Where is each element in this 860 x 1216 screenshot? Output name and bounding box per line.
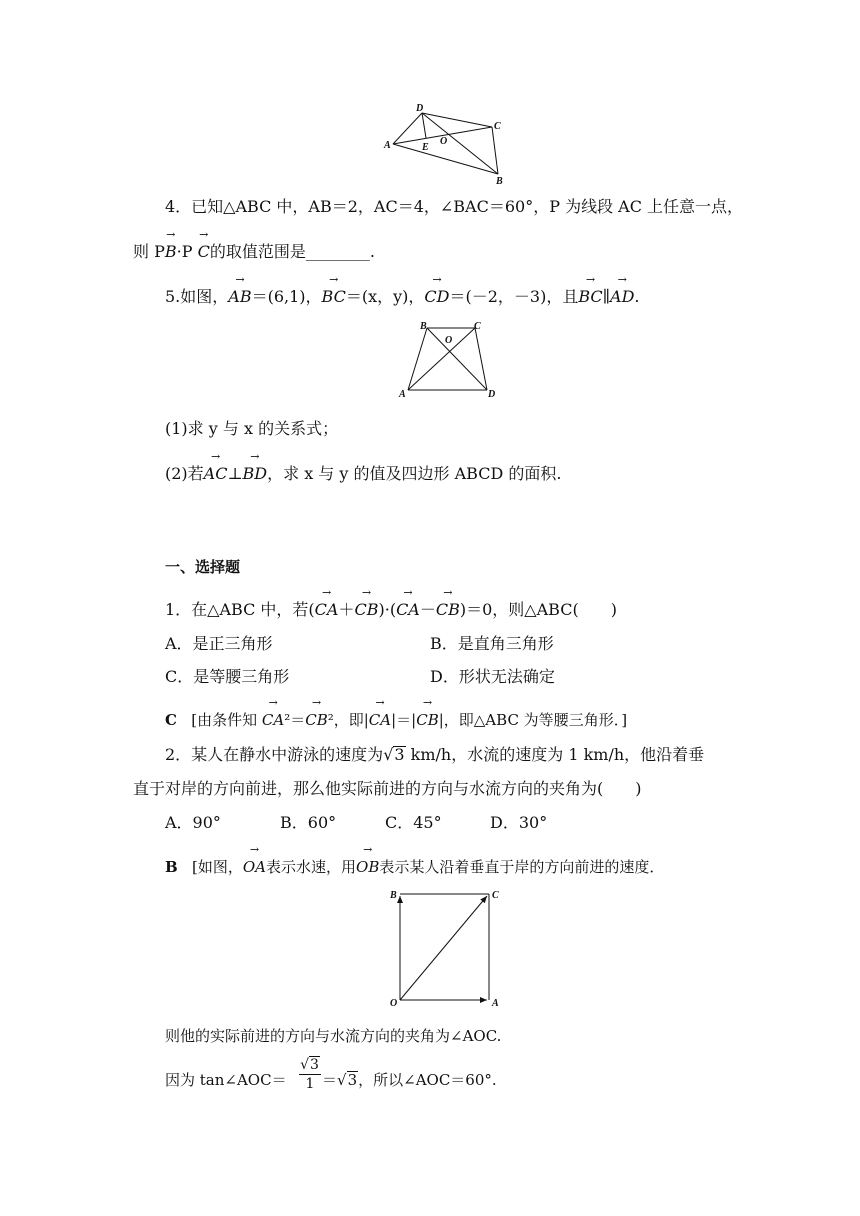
svg-text:B: B — [420, 321, 427, 332]
svg-text:D: D — [488, 389, 496, 400]
svg-text:D: D — [416, 103, 424, 114]
trapezoid-figure-2 — [395, 318, 505, 404]
velocity-rectangle-figure — [388, 884, 508, 1010]
svg-text:C: C — [474, 321, 481, 332]
svg-text:A: A — [384, 140, 391, 151]
svg-text:O: O — [440, 136, 448, 147]
p2-answer: B — [165, 858, 178, 876]
vector-pb: → B — [165, 240, 177, 264]
p1-answer: C — [165, 711, 177, 729]
p1-option-d: D．形状无法确定 — [430, 667, 555, 686]
p2-solution-3-rest: ＝√3，所以∠AOC＝60°. — [322, 1071, 497, 1089]
svg-text:A: A — [492, 998, 499, 1009]
svg-text:E: E — [422, 142, 429, 153]
p1-option-a: A．是正三角形 — [165, 634, 273, 653]
p1-option-c: C．是等腰三角形 — [165, 667, 290, 686]
p2-option-c: C．45° — [385, 813, 442, 832]
p1-solution: C [由条件知 → CA²＝→ CB²，即|→ CA|＝|→ CB|，即△ABC 为等腰三角形．] — [165, 708, 627, 732]
q5-part-1: (1)求 y 与 x 的关系式； — [165, 419, 339, 438]
section-title: 一、选择题 — [165, 558, 241, 576]
p1-stem: 1．在△ABC 中，若(→ CA＋→ CB)·(→ CA－→ CB)＝0，则△ABC( ) — [165, 598, 617, 622]
p2-stem-line-2: 直于对岸的方向前进，那么他实际前进的方向与水流方向的夹角为( ) — [133, 779, 642, 798]
svg-text:C: C — [492, 890, 499, 901]
p2-stem-line-1: 2．某人在静水中游泳的速度为√3 km/h，水流的速度为 1 km/h，他沿着垂 — [165, 745, 705, 764]
p2-option-d: D．30° — [490, 813, 548, 832]
q4-line-2: 则 P→ B·P → C的取值范围是________. — [133, 240, 375, 264]
vector-pc: → C — [198, 240, 210, 264]
p2-solution-1: B [如图，→ OA表示水速，用→ OB表示某人沿着垂直于岸的方向前进的速度． — [165, 855, 664, 879]
p2-option-b: B．60° — [280, 813, 337, 832]
svg-text:C: C — [494, 121, 501, 132]
p2-option-a: A．90° — [165, 813, 221, 832]
svg-text:O: O — [445, 335, 453, 346]
q4-line-1: 4．已知△ABC 中，AB＝2，AC＝4，∠BAC＝60°，P 为线段 AC 上任意一点， — [165, 197, 744, 216]
svg-text:B: B — [390, 890, 397, 901]
p1-option-b: B．是直角三角形 — [430, 634, 554, 653]
svg-text:O: O — [390, 998, 398, 1009]
svg-text:B: B — [496, 176, 503, 186]
p2-solution-3: 因为 tan∠AOC＝ — [165, 1071, 287, 1089]
fraction-sqrt3-over-1: $\frac{√3}{1}$ — [299, 1056, 321, 1093]
p2-solution-2: 则他的实际前进的方向与水流方向的夹角为∠AOC. — [165, 1027, 502, 1045]
q5-part-2: (2)若→ AC⊥→ BD，求 x 与 y 的值及四边形 ABCD 的面积. — [165, 462, 561, 486]
q5-statement: 5.如图，→ AB＝(6,1)，→ BC＝(x，y)，→ CD＝(－2，－3)，且→ BC∥→ AD. — [165, 285, 640, 309]
svg-text:A: A — [399, 389, 406, 400]
quadrilateral-figure-1 — [380, 100, 510, 186]
